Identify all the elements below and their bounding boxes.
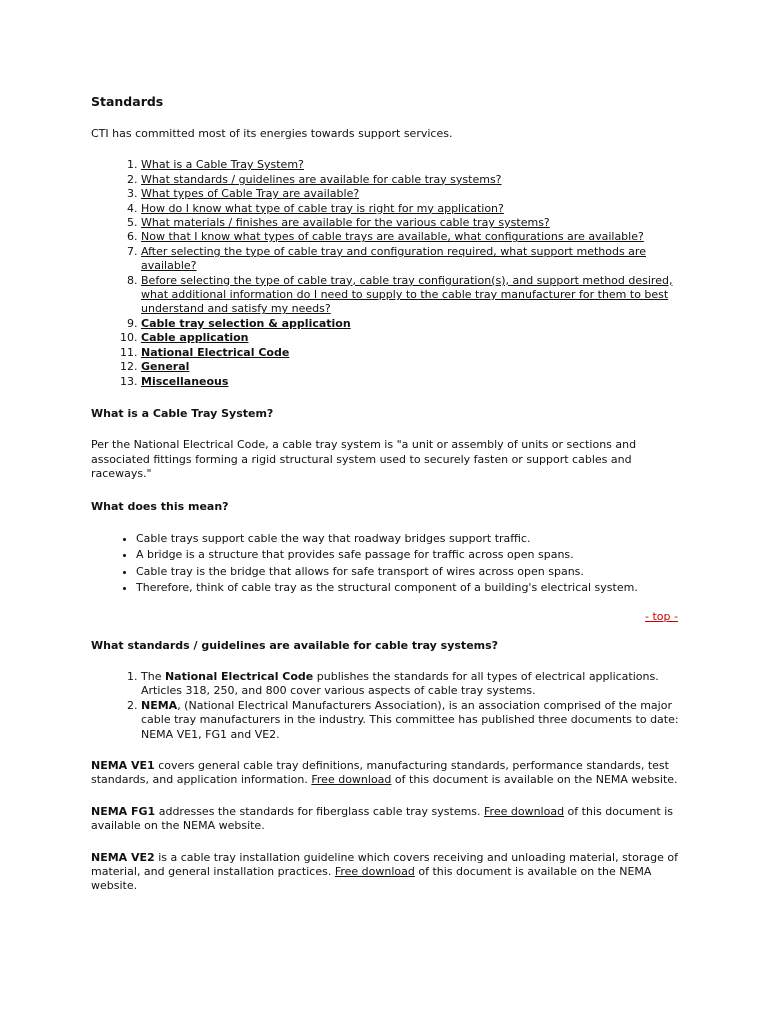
intro-text: CTI has committed most of its energies towards support services. [91, 127, 453, 140]
toc-link-5[interactable]: What materials / finishes are available for the various cable tray systems? [141, 216, 550, 230]
toc-link-4[interactable]: How do I know what type of cable tray is right for my application? [141, 201, 504, 215]
nema-fg1-paragraph [91, 805, 681, 834]
free-download-link-ve2[interactable]: Free download [334, 865, 415, 878]
bullet-item: • A bridge is a structure that provides safe passage for traffic across open spans. [136, 547, 681, 563]
doc-name: NEMA VE1 [91, 758, 155, 772]
toc-item [141, 158, 681, 172]
doc-after: of this document is available on the NEMA website. [91, 804, 674, 833]
toc-item [141, 375, 681, 389]
top-link-row [91, 610, 678, 624]
doc-text: is a cable tray installation guideline which covers receiving and unloading material, storage of material, and general installation practices. [91, 850, 678, 878]
toc-link-7[interactable]: After selecting the type of cable tray and configuration required, what support methods are available? [141, 244, 646, 273]
toc-item [141, 331, 681, 345]
toc-item [141, 317, 681, 331]
toc-link-11[interactable]: National Electrical Code [141, 345, 290, 359]
toc-link-3[interactable]: What types of Cable Tray are available? [141, 187, 360, 201]
toc-item [141, 274, 681, 317]
item-bold: NEMA [141, 698, 178, 712]
bullet-item: • Cable trays support cable the way that roadway bridges support traffic. [136, 531, 681, 547]
item-bold: National Electrical Code [164, 669, 314, 683]
definition-text: Per the National Electrical Code, a cable tray system is "a unit or assembly of units or sections and associated fittings forming a rigid structural system used to securely fasten or support cables and raceways." [91, 438, 637, 481]
standards-item [141, 699, 681, 742]
doc-text: covers general cable tray definitions, manufacturing standards, performance standards, test standards, and application information. [91, 758, 669, 787]
back-to-top-link[interactable]: - top - [645, 610, 678, 624]
free-download-link-ve1[interactable]: Free download [311, 773, 392, 787]
toc-item [141, 202, 681, 216]
section-heading-cable-tray-system: What is a Cable Tray System? [91, 406, 274, 420]
section-heading-standards: What standards / guidelines are available for cable tray systems? [91, 638, 499, 652]
toc-item [141, 230, 681, 244]
toc-link-9[interactable]: Cable tray selection & application [141, 316, 351, 330]
bullet-list [91, 531, 681, 596]
toc-item [141, 187, 681, 201]
item-text: The [141, 669, 165, 683]
page-title: Standards [91, 94, 164, 109]
doc-name: NEMA VE2 [91, 850, 155, 864]
bullet-item: • Cable tray is the bridge that allows for safe transport of wires across open spans. [136, 564, 681, 580]
doc-text: addresses the standards for fiberglass cable tray systems. [155, 804, 485, 818]
content [91, 94, 681, 911]
toc-link-1[interactable]: What is a Cable Tray System? [141, 158, 304, 172]
standards-item [141, 670, 681, 699]
toc-link-8[interactable]: Before selecting the type of cable tray, cable tray configuration(s), and support method desired, what additional information do I need to supply to the cable tray manufacturer for them to best understand and satisfy my needs? [141, 273, 673, 316]
toc-link-2[interactable]: What standards / guidelines are available for cable tray systems? [141, 172, 502, 186]
toc-item [141, 173, 681, 187]
toc-item [141, 360, 681, 374]
toc-item [141, 346, 681, 360]
toc-link-13[interactable]: Miscellaneous [141, 374, 229, 388]
bullet-item: • Therefore, think of cable tray as the structural component of a building's electrical system. [136, 580, 681, 596]
toc-item [141, 216, 681, 230]
item-text: publishes the standards for all types of electrical applications. Articles 318, 250, and 800 cover various aspects of cable tray systems. [141, 669, 659, 698]
toc-item [141, 245, 681, 274]
free-download-link-fg1[interactable]: Free download [484, 804, 565, 818]
standards-list [91, 670, 681, 742]
doc-after: of this document is available on the NEMA website. [391, 773, 678, 787]
doc-name: NEMA FG1 [91, 804, 156, 818]
toc-list [91, 158, 681, 389]
toc-link-10[interactable]: Cable application [141, 331, 249, 345]
toc-link-12[interactable]: General [141, 360, 190, 374]
subheading-what-does-this-mean: What does this mean? [91, 499, 229, 513]
nema-ve1-paragraph [91, 759, 681, 788]
doc-after: of this document is available on the NEMA website. [91, 865, 652, 893]
nema-ve2-paragraph [91, 851, 681, 894]
toc-link-6[interactable]: Now that I know what types of cable trays are available, what configurations are available? [141, 230, 644, 244]
item-text: , (National Electrical Manufacturers Association), is an association comprised of the major cable tray manufacturers in the industry. This committee has published three documents to date: NEMA VE1, FG1 and VE2. [141, 698, 679, 741]
